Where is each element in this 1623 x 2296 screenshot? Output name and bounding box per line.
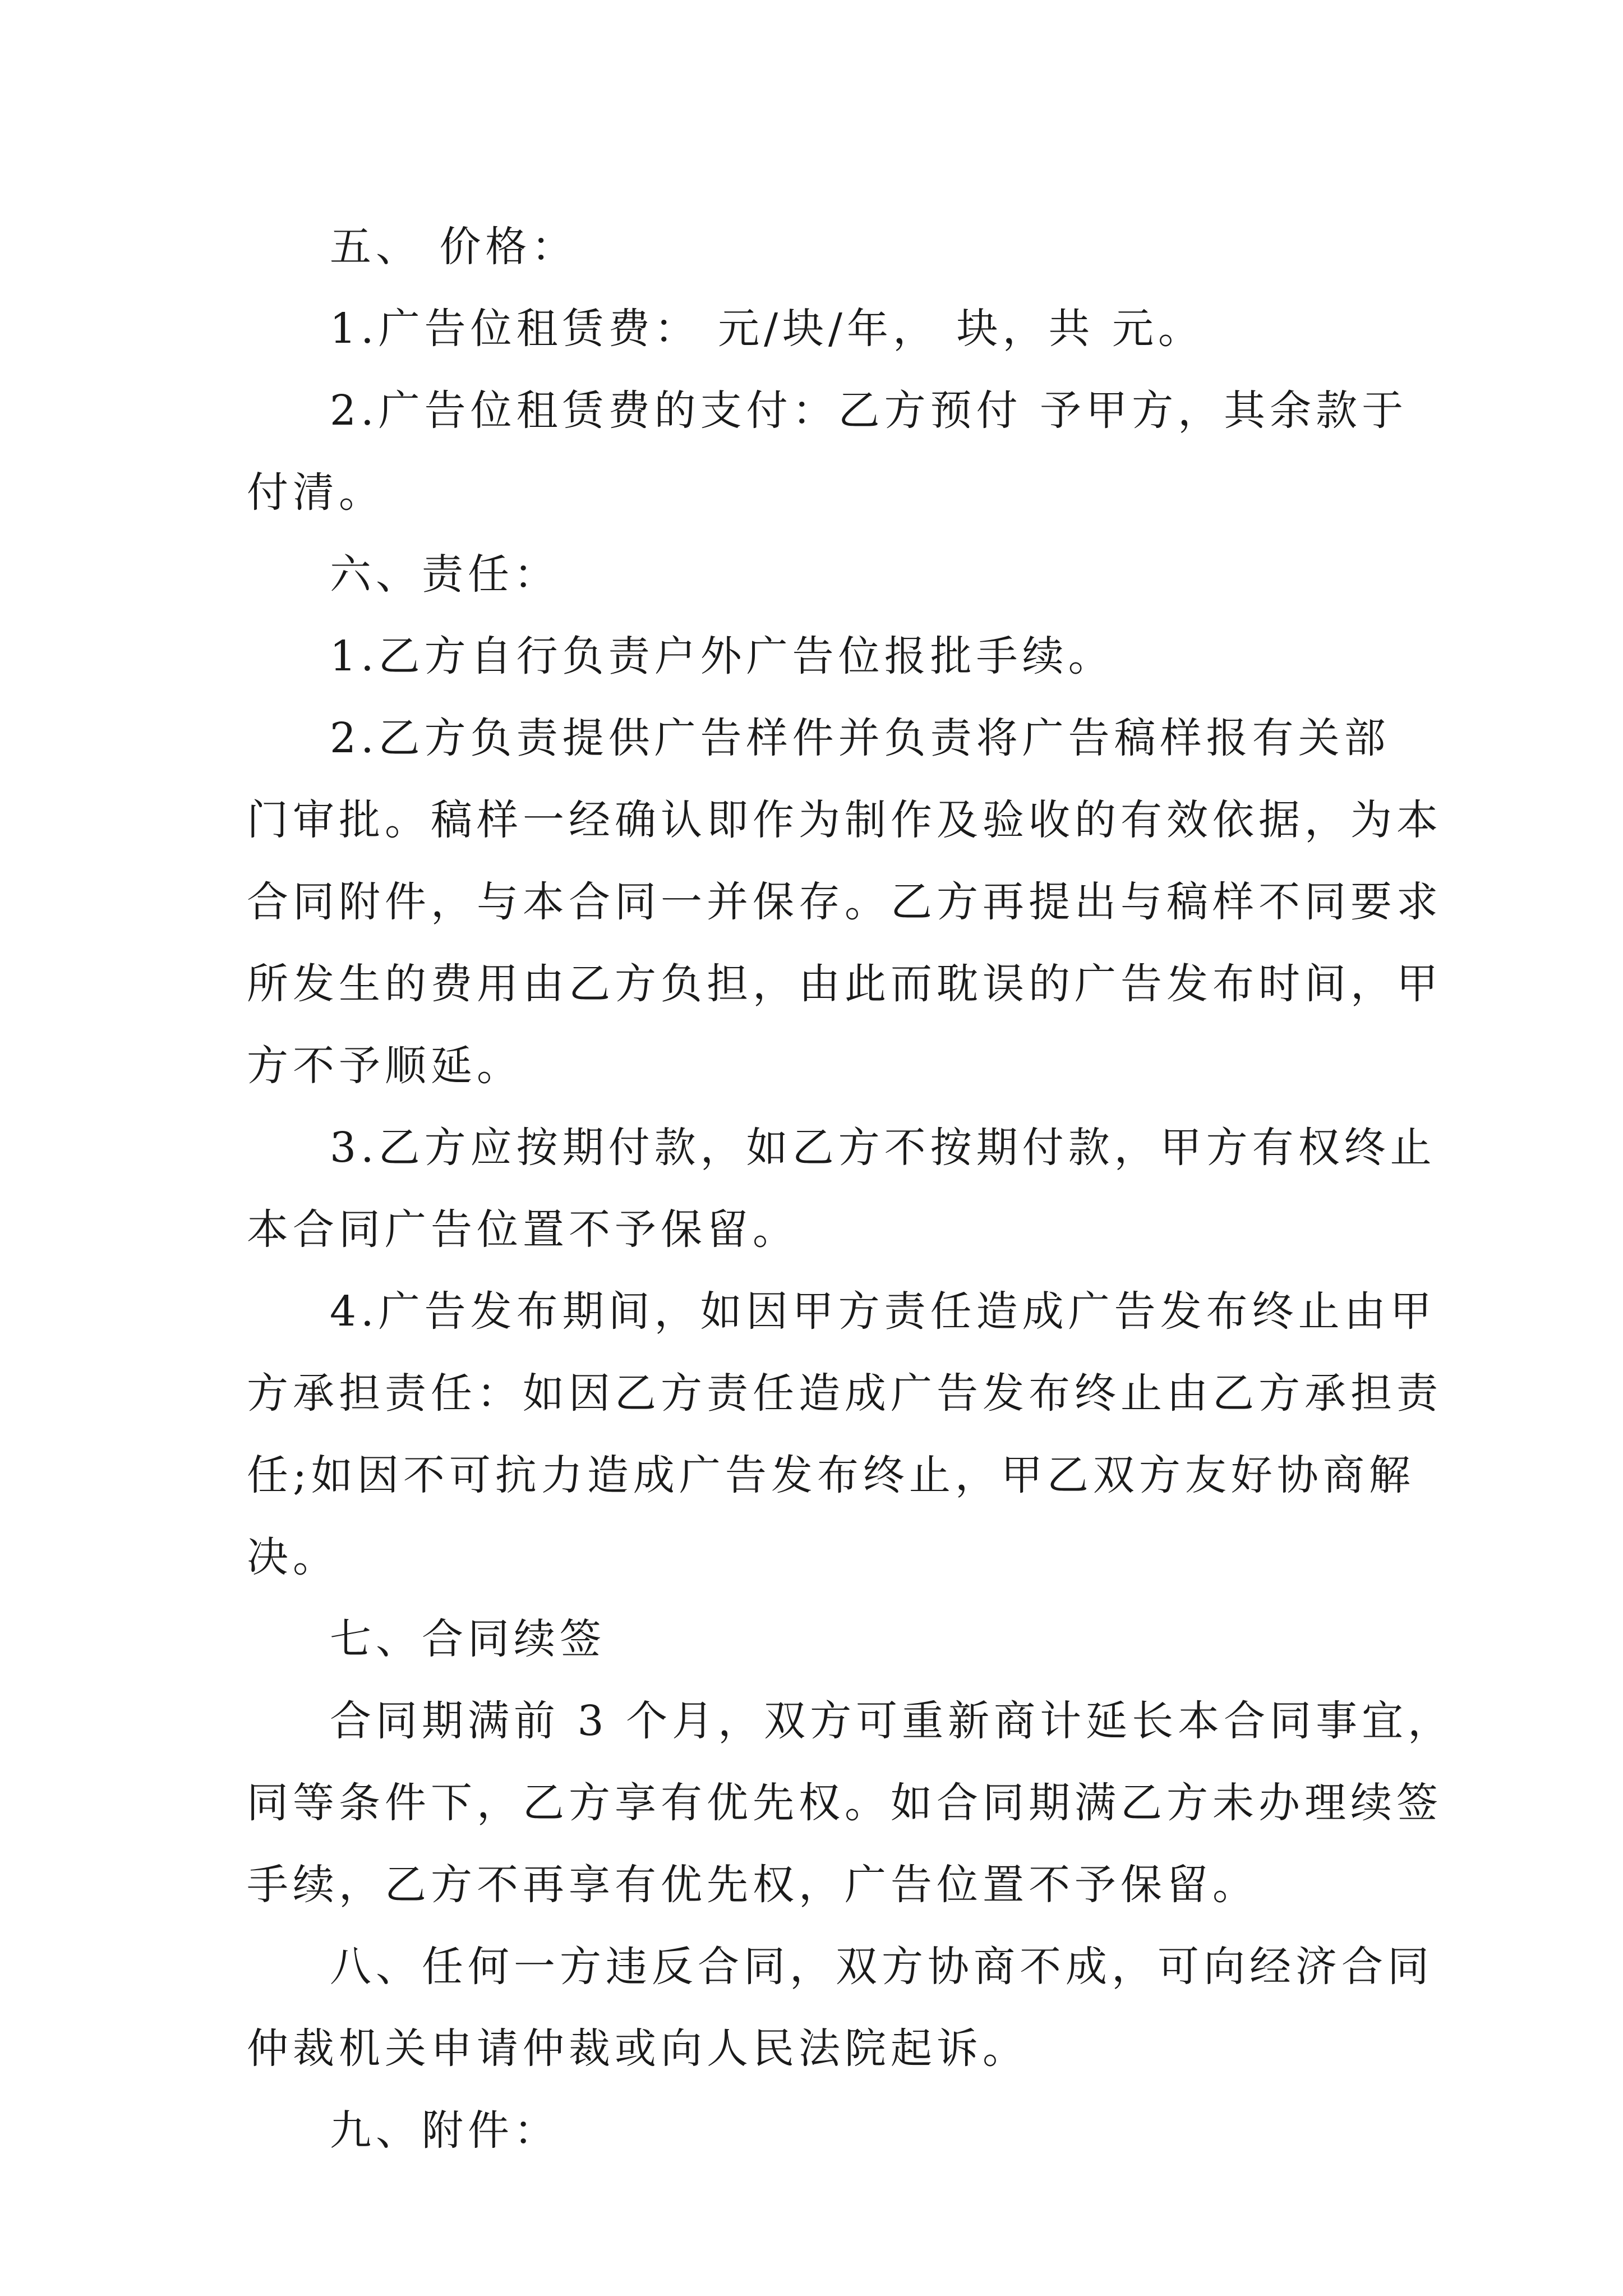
text-line: 2.乙方负责提供广告样件并负责将广告稿样报有关部 xyxy=(330,714,1390,762)
section-heading-attachments: 九、附件： xyxy=(330,2106,560,2155)
text-line: 合同期满前 3 个月，双方可重新商计延长本合同事宜， xyxy=(330,1697,1454,1745)
text-line: 1.乙方自行负责户外广告位报批手续。 xyxy=(330,632,1114,680)
text-line: 合同附件，与本合同一并保存。乙方再提出与稿样不同要求 xyxy=(247,878,1442,926)
text-line: 任;如因不可抗力造成广告发布终止，甲乙双方友好协商解 xyxy=(247,1451,1415,1499)
text-line: 2.广告位租赁费的支付：乙方预付 予甲方，其余款于 xyxy=(330,386,1408,435)
text-line: 4.广告发布期间，如因甲方责任造成广告发布终止由甲 xyxy=(330,1287,1436,1336)
document-body xyxy=(247,213,1454,2179)
section-heading-dispute: 八、任何一方违反合同，双方协商不成，可向经济合同 xyxy=(330,1943,1433,1991)
section-heading-responsibility: 六、责任： xyxy=(330,550,560,599)
text-line: 3.乙方应按期付款，如乙方不按期付款，甲方有权终止 xyxy=(330,1124,1436,1172)
text-line: 门审批。稿样一经确认即作为制作及验收的有效依据，为本 xyxy=(247,796,1442,844)
section-heading-renewal: 七、合同续签 xyxy=(330,1615,606,1663)
text-line: 方不予顺延。 xyxy=(247,1042,523,1090)
text-line: 手续，乙方不再享有优先权，广告位置不予保留。 xyxy=(247,1861,1258,1909)
text-line: 仲裁机关申请仲裁或向人民法院起诉。 xyxy=(247,2024,1029,2073)
text-line: 方承担责任：如因乙方责任造成广告发布终止由乙方承担责 xyxy=(247,1369,1442,1418)
section-heading-price: 五、 价格： xyxy=(330,223,578,271)
text-line: 本合同广告位置不予保留。 xyxy=(247,1205,799,1254)
text-line: 所发生的费用由乙方负担，由此而耽误的广告发布时间，甲 xyxy=(247,960,1442,1008)
text-line: 付清。 xyxy=(247,468,385,517)
text-line: 1.广告位租赁费： 元/块/年， 块，共 元。 xyxy=(330,305,1205,353)
text-line: 决。 xyxy=(247,1533,339,1581)
text-line: 同等条件下，乙方享有优先权。如合同期满乙方未办理续签 xyxy=(247,1779,1442,1827)
